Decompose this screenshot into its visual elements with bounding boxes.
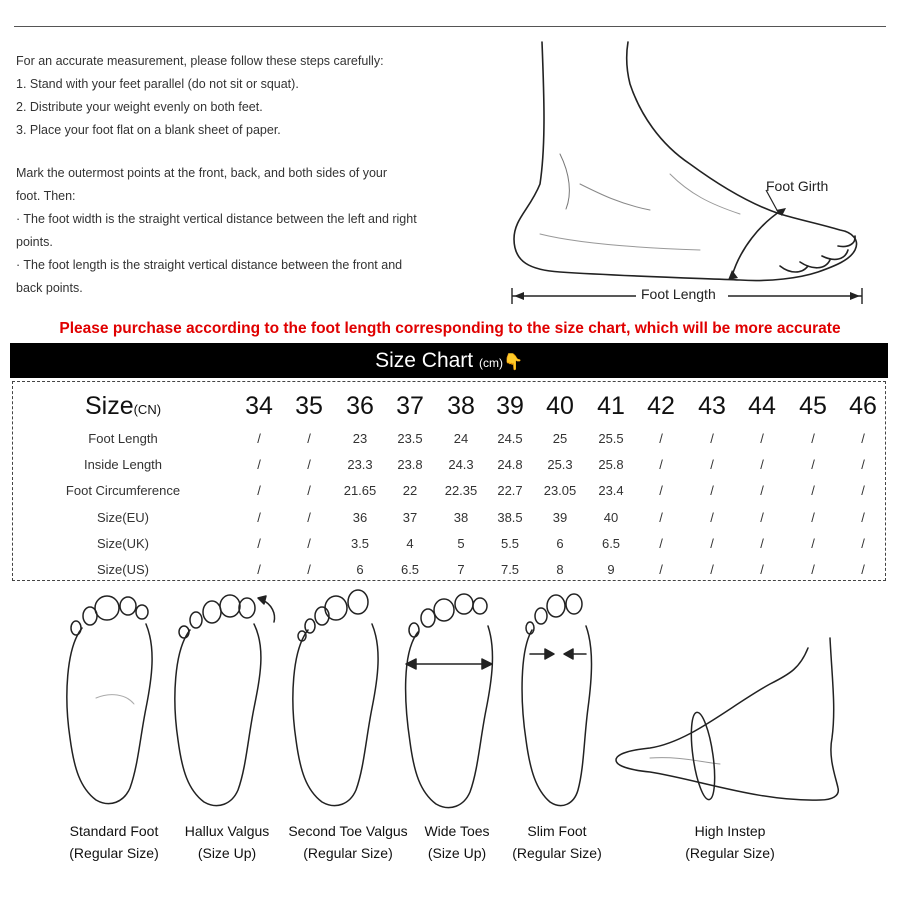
size-value-cell: / <box>811 457 815 473</box>
size-value-cell: 9 <box>607 562 615 577</box>
size-value-cell: / <box>861 535 865 551</box>
size-value-cell: / <box>811 483 815 499</box>
size-value-cell: 22.35 <box>444 483 478 499</box>
foot-type-name: Wide Toes <box>424 823 490 839</box>
size-row-label: Size(UK) <box>96 535 150 551</box>
high-instep-icon <box>616 638 838 801</box>
size-value-cell: / <box>760 535 764 551</box>
size-value-cell: / <box>659 562 663 577</box>
instruction-step: 3. Place your foot flat on a blank sheet of paper. <box>16 123 281 137</box>
size-value-cell: / <box>861 483 865 499</box>
instructions-intro: For an accurate measurement, please follow these steps carefully: <box>16 54 384 68</box>
foot-type-fit: (Regular Size) <box>303 845 393 861</box>
size-value-cell: / <box>861 509 865 525</box>
size-cn-cell: 43 <box>698 392 726 420</box>
size-header-label: Size(CN) <box>84 392 162 420</box>
size-value-cell: 23.3 <box>347 457 373 473</box>
width-text: points. <box>16 235 53 249</box>
size-cn-cell: 46 <box>849 392 877 420</box>
size-chart-title-bar <box>10 343 888 378</box>
foot-type-caption <box>185 820 270 864</box>
length-text: · The foot length is the straight vertical distance between the front and <box>16 258 403 272</box>
size-value-cell: 5.5 <box>500 535 520 551</box>
size-cn-cell: 37 <box>396 392 424 420</box>
foot-type-name: Second Toe Valgus <box>288 823 408 839</box>
size-value-cell: / <box>257 457 261 473</box>
pointing-hand-icon: 👇 <box>502 354 523 371</box>
size-value-cell: / <box>710 535 714 551</box>
size-row-label: Size(EU) <box>96 509 150 525</box>
size-value-cell: / <box>307 509 311 525</box>
size-row-label: Foot Length <box>88 431 158 446</box>
foot-type-name: Hallux Valgus <box>184 823 270 839</box>
size-value-cell: 39 <box>552 509 568 525</box>
instruction-step: 2. Distribute your weight evenly on both feet. <box>16 100 263 114</box>
length-text: back points. <box>16 281 83 295</box>
size-cn-cell: 36 <box>346 392 374 420</box>
size-value-cell: / <box>811 535 815 551</box>
foot-type-caption <box>512 820 601 864</box>
size-value-cell: / <box>760 431 764 446</box>
size-value-cell: / <box>307 457 311 473</box>
size-value-cell: / <box>861 457 865 473</box>
size-value-cell: / <box>760 562 764 577</box>
size-value-cell: / <box>760 509 764 525</box>
size-value-cell: 38 <box>453 509 469 525</box>
foot-type-fit: (Size Up) <box>197 845 257 861</box>
size-value-cell: 25.5 <box>598 431 624 446</box>
foot-type-guide <box>0 588 900 900</box>
foot-type-fit: (Size Up) <box>427 845 487 861</box>
instruction-step: 1. Stand with your feet parallel (do not sit or squat). <box>16 77 299 91</box>
measurement-instructions <box>16 50 496 300</box>
size-value-cell: 38.5 <box>497 509 523 525</box>
size-value-cell: 25.8 <box>598 457 624 473</box>
size-value-cell: 6 <box>356 562 364 577</box>
size-value-cell: / <box>659 483 663 499</box>
hallux-valgus-icon <box>175 595 275 806</box>
size-value-cell: / <box>659 535 663 551</box>
wide-toes-icon <box>406 594 493 808</box>
size-value-cell: 23 <box>352 431 368 446</box>
size-value-cell: / <box>307 431 311 446</box>
mark-text: foot. Then: <box>16 189 76 203</box>
size-cn-cell: 35 <box>295 392 323 420</box>
foot-type-caption <box>288 820 407 864</box>
size-value-cell: / <box>861 562 865 577</box>
size-value-cell: 25.3 <box>547 457 573 473</box>
purchase-notice: Please purchase according to the foot length corresponding to the size chart, which will be more accurate <box>59 320 841 337</box>
size-value-cell: / <box>257 535 261 551</box>
foot-type-illustrations <box>0 588 900 813</box>
size-value-cell: 21.65 <box>343 483 377 499</box>
width-text: · The foot width is the straight vertical distance between the left and right <box>16 212 417 226</box>
size-value-cell: / <box>257 483 261 499</box>
mark-text: Mark the outermost points at the front, back, and both sides of your <box>16 166 388 180</box>
foot-type-caption <box>69 820 158 864</box>
size-value-cell: / <box>659 431 663 446</box>
foot-type-fit: (Regular Size) <box>685 845 775 861</box>
size-cn-cell: 38 <box>447 392 475 420</box>
size-chart-title: Size Chart <box>375 349 474 372</box>
size-value-cell: / <box>710 431 714 446</box>
size-value-cell: / <box>710 562 714 577</box>
size-value-cell: 24.8 <box>497 457 523 473</box>
size-value-cell: 6.5 <box>400 562 420 577</box>
size-value-cell: 6.5 <box>601 535 621 551</box>
size-value-cell: 7 <box>457 562 465 577</box>
foot-type-name: Standard Foot <box>69 823 159 839</box>
size-value-cell: / <box>257 431 261 446</box>
size-cn-cell: 39 <box>496 392 524 420</box>
foot-type-caption <box>685 820 774 864</box>
size-cn-cell: 45 <box>799 392 827 420</box>
size-value-cell: 24 <box>453 431 469 446</box>
size-value-cell: / <box>307 535 311 551</box>
size-value-cell: / <box>307 483 311 499</box>
size-value-cell: / <box>659 509 663 525</box>
size-chart-unit: (cm) <box>478 356 503 370</box>
foot-girth-label: Foot Girth <box>766 178 829 194</box>
foot-side-illustration <box>500 34 890 312</box>
top-divider <box>14 26 886 27</box>
size-value-cell: / <box>257 562 261 577</box>
size-chart-table <box>12 381 886 581</box>
foot-type-fit: (Regular Size) <box>512 845 602 861</box>
size-value-cell: 23.5 <box>397 431 423 446</box>
size-value-cell: 4 <box>406 535 414 551</box>
size-value-cell: 25 <box>552 431 568 446</box>
size-row-label: Foot Circumference <box>65 483 181 499</box>
size-value-cell: 5 <box>457 535 465 551</box>
size-row-label: Inside Length <box>83 457 163 473</box>
size-value-cell: / <box>710 509 714 525</box>
foot-measurement-diagram <box>500 34 890 312</box>
size-value-cell: / <box>861 431 865 446</box>
foot-type-fit: (Regular Size) <box>69 845 159 861</box>
size-cn-cell: 42 <box>647 392 675 420</box>
size-cn-cell: 40 <box>546 392 574 420</box>
foot-type-caption <box>424 820 489 864</box>
size-value-cell: / <box>710 457 714 473</box>
size-value-cell: 40 <box>603 509 619 525</box>
size-row-label: Size(US) <box>96 562 150 577</box>
size-value-cell: 22 <box>402 483 418 499</box>
size-value-cell: 22.7 <box>497 483 523 499</box>
size-value-cell: / <box>811 562 815 577</box>
size-value-cell: / <box>811 509 815 525</box>
second-toe-valgus-icon <box>293 590 378 806</box>
foot-type-name: High Instep <box>694 823 766 839</box>
standard-foot-icon <box>67 596 152 804</box>
slim-foot-icon <box>522 594 591 806</box>
size-value-cell: 36 <box>352 509 368 525</box>
size-value-cell: / <box>760 457 764 473</box>
size-value-cell: 23.8 <box>397 457 423 473</box>
size-cn-cell: 44 <box>748 392 776 420</box>
size-value-cell: / <box>659 457 663 473</box>
foot-length-label: Foot Length <box>641 286 716 302</box>
size-value-cell: 24.3 <box>448 457 474 473</box>
size-value-cell: 23.05 <box>543 483 577 499</box>
size-value-cell: 6 <box>556 535 564 551</box>
size-value-cell: 7.5 <box>500 562 520 577</box>
size-cn-cell: 34 <box>245 392 273 420</box>
size-value-cell: / <box>710 483 714 499</box>
size-value-cell: 23.4 <box>598 483 624 499</box>
size-value-cell: 3.5 <box>350 535 370 551</box>
size-value-cell: 8 <box>556 562 564 577</box>
size-value-cell: 24.5 <box>497 431 523 446</box>
size-cn-cell: 41 <box>597 392 625 420</box>
size-value-cell: / <box>811 431 815 446</box>
size-value-cell: / <box>307 562 311 577</box>
size-value-cell: / <box>257 509 261 525</box>
foot-type-name: Slim Foot <box>527 823 587 839</box>
size-value-cell: 37 <box>402 509 418 525</box>
size-value-cell: / <box>760 483 764 499</box>
